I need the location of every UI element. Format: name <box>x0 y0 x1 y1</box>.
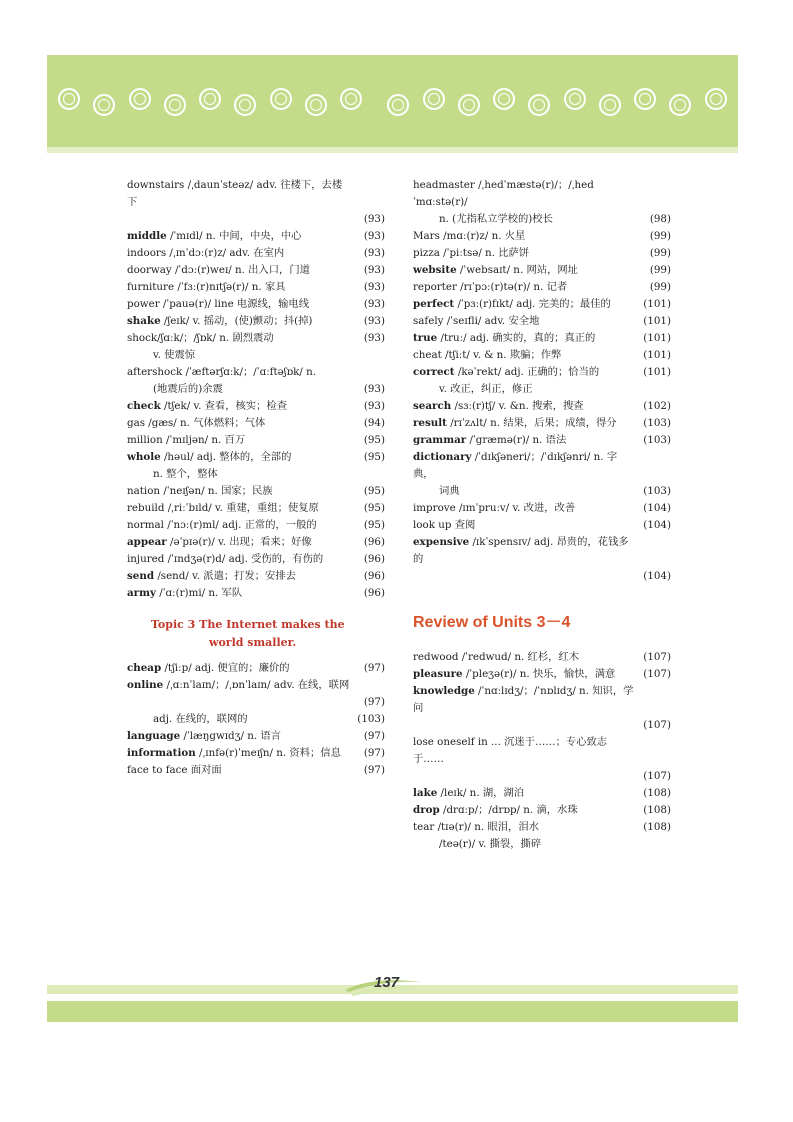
page-reference: (96) <box>363 570 385 582</box>
decorative-circle-icon <box>669 94 691 116</box>
vocab-definition: /ˈnɔː(r)ml/ adj. 正常的，一般的 <box>163 519 317 531</box>
vocab-word: rebuild <box>127 502 165 514</box>
vocab-definition: /tʃek/ v. 查看，核实；检查 <box>160 400 287 412</box>
footer-band-lower <box>47 1001 738 1022</box>
vocab-word: gas <box>127 417 146 429</box>
vocab-entry <box>127 745 385 762</box>
vocab-definition: /rɪˈpɔː(r)tə(r)/ n. 记者 <box>456 281 568 293</box>
vocab-word: information <box>127 747 196 759</box>
page-reference: (95) <box>363 451 385 463</box>
vocab-definition: /send/ v. 派遣；打发；安排去 <box>154 570 296 582</box>
page-reference: (108) <box>643 821 671 833</box>
vocab-definition: 沉迷于……；专心致志于…… <box>413 736 608 765</box>
decorative-circle-icon <box>340 88 362 110</box>
vocab-entry <box>413 666 671 683</box>
vocab-definition: /rɪˈzʌlt/ n. 结果，后果；成绩，得分 <box>446 417 617 429</box>
page-reference: (93) <box>363 281 385 293</box>
vocab-entry <box>127 500 385 517</box>
vocab-definition: /ˌhedˈmæstə(r)/；/ˌhedˈmɑːstə(r)/ <box>413 179 594 208</box>
vocab-entry <box>127 245 385 262</box>
vocab-word: army <box>127 587 156 599</box>
vocab-entry <box>127 677 385 711</box>
vocab-entry <box>127 711 385 728</box>
vocab-definition: /ˈpleʒə(r)/ n. 快乐，愉快，满意 <box>462 668 616 680</box>
vocab-entry <box>413 534 671 585</box>
topic-heading-line1: Topic 3 The Internet makes the <box>151 618 345 631</box>
decorative-circle-icon <box>93 94 115 116</box>
page-reference: (97) <box>363 747 385 759</box>
vocab-entry <box>127 279 385 296</box>
page-reference: (108) <box>643 804 671 816</box>
vocab-entry-continuation <box>413 483 671 500</box>
vocab-list-right <box>413 177 671 585</box>
vocab-word: result <box>413 417 447 429</box>
vocab-definition: /ˈɪndʒə(r)d/ adj. 受伤的，有伤的 <box>164 553 324 565</box>
vocab-entry <box>413 245 671 262</box>
vocab-definition: /ʃeɪk/ v. 摇动，(使)颤动；抖(掉) <box>160 315 313 327</box>
vocab-entry <box>127 364 385 381</box>
vocab-definition: /truː/ adj. 确实的，真的；真正的 <box>437 332 596 344</box>
vocab-entry <box>127 330 385 347</box>
vocab-entry <box>413 449 671 483</box>
vocab-word: face to face <box>127 764 188 776</box>
vocab-entry <box>127 177 385 228</box>
vocab-definition: /ʃɑːk/；/ʃɒk/ n. 剧烈震动 <box>157 332 274 344</box>
vocab-definition: /ˈneɪʃən/ n. 国家；民族 <box>160 485 273 497</box>
vocab-definition: /ˌɪnfə(r)ˈmeɪʃn/ n. 资料；信息 <box>195 747 341 759</box>
vocab-definition: /əˈpɪə(r)/ v. 出现；看来；好像 <box>166 536 312 548</box>
vocab-definition: /ˈwebsaɪt/ n. 网站，网址 <box>456 264 578 276</box>
vocab-definition: n. 整个，整体 <box>153 468 218 480</box>
vocab-definition: /ˈmɪdl/ n. 中间，中央，中心 <box>166 230 302 242</box>
vocab-entry <box>127 568 385 585</box>
vocab-word: redwood <box>413 651 459 663</box>
vocab-entry <box>127 551 385 568</box>
page-reference: (93) <box>363 213 385 225</box>
page-reference: (101) <box>643 315 671 327</box>
page-reference: (101) <box>643 298 671 310</box>
page-reference: (96) <box>363 587 385 599</box>
page-reference: (97) <box>363 764 385 776</box>
vocab-list-left-2 <box>127 660 385 779</box>
vocab-word: grammar <box>413 434 467 446</box>
vocab-word: website <box>413 264 457 276</box>
page-reference: (107) <box>643 719 671 731</box>
vocab-word: drop <box>413 804 440 816</box>
decorative-circle-icon <box>199 88 221 110</box>
decorative-circle-icon <box>129 88 151 110</box>
page-reference: (93) <box>363 332 385 344</box>
vocab-entry <box>127 228 385 245</box>
vocab-entry <box>127 449 385 466</box>
page-reference: (107) <box>643 651 671 663</box>
vocab-definition: (地震后的)余震 <box>153 383 223 395</box>
vocab-word: furniture <box>127 281 175 293</box>
vocab-word: injured <box>127 553 165 565</box>
vocab-definition: /ˈdɪkʃəneri/；/ˈdɪkʃənri/ n. 字典， <box>413 451 618 480</box>
vocab-word: knowledge <box>413 685 475 697</box>
page-reference: (96) <box>363 536 385 548</box>
decorative-circle-icon <box>387 94 409 116</box>
vocab-entry <box>413 802 671 819</box>
page-reference: (107) <box>643 770 671 782</box>
page-reference: (104) <box>643 570 671 582</box>
vocab-word: pleasure <box>413 668 463 680</box>
vocab-word: shake <box>127 315 161 327</box>
decorative-circle-icon <box>458 94 480 116</box>
vocab-definition: /ˈseɪfli/ adv. 安全地 <box>443 315 540 327</box>
vocab-word: nation <box>127 485 161 497</box>
vocab-definition: /leɪk/ n. 湖，湖泊 <box>437 787 525 799</box>
vocab-word: search <box>413 400 452 412</box>
vocab-entry <box>413 683 671 734</box>
vocab-entry <box>413 228 671 245</box>
page-reference: (108) <box>643 787 671 799</box>
page-reference: (103) <box>643 434 671 446</box>
vocab-word: lose oneself in ... <box>413 736 501 748</box>
page-reference: (93) <box>363 247 385 259</box>
page-reference: (103) <box>357 713 385 725</box>
vocab-definition: /həul/ adj. 整体的，全部的 <box>160 451 292 463</box>
page-reference: (99) <box>649 264 671 276</box>
page-reference: (93) <box>363 400 385 412</box>
vocab-entry-continuation <box>127 347 385 364</box>
vocab-definition: /drɑːp/；/drɒp/ n. 滴，水珠 <box>439 804 578 816</box>
vocab-definition: /kəˈrekt/ adj. 正确的；恰当的 <box>454 366 600 378</box>
page-reference: (101) <box>643 332 671 344</box>
vocab-entry <box>127 534 385 551</box>
right-column <box>413 177 671 853</box>
decorative-circles <box>58 88 728 118</box>
vocab-definition: /tɪə(r)/ n. 眼泪，泪水 <box>434 821 539 833</box>
vocab-definition: /ˈpiːtsə/ n. 比萨饼 <box>439 247 530 259</box>
vocab-entry <box>413 649 671 666</box>
vocab-word: perfect <box>413 298 455 310</box>
vocab-word: correct <box>413 366 455 378</box>
vocab-entry <box>413 734 671 785</box>
page-reference: (101) <box>643 349 671 361</box>
vocab-definition: /ˈpauə(r)/ line 电源线，输电线 <box>159 298 310 310</box>
page-reference: (97) <box>363 730 385 742</box>
page-reference: (104) <box>643 519 671 531</box>
vocab-word: lake <box>413 787 438 799</box>
vocab-definition: /teə(r)/ v. 撕裂，撕碎 <box>439 838 542 850</box>
vocab-word: reporter <box>413 281 457 293</box>
vocab-definition: /ˌdaunˈsteəz/ adv. 往楼下，去楼下 <box>127 179 343 208</box>
vocab-definition: /ˌriːˈbɪld/ v. 重建，重组；使复原 <box>164 502 319 514</box>
vocab-entry <box>413 347 671 364</box>
vocab-entry-continuation <box>413 211 671 228</box>
vocab-entry <box>127 660 385 677</box>
decorative-circle-icon <box>564 88 586 110</box>
page-reference: (103) <box>643 417 671 429</box>
page-reference: (103) <box>643 485 671 497</box>
page-reference: (95) <box>363 434 385 446</box>
page-reference: (99) <box>649 230 671 242</box>
page-reference: (94) <box>363 417 385 429</box>
vocab-definition: /ˈpɜː(r)fɪkt/ adj. 完美的；最佳的 <box>454 298 611 310</box>
decorative-circle-icon <box>164 94 186 116</box>
page-reference: (104) <box>643 502 671 514</box>
vocab-definition: /tʃiːp/ adj. 便宜的；廉价的 <box>161 662 290 674</box>
vocab-word: whole <box>127 451 161 463</box>
vocab-word: million <box>127 434 163 446</box>
vocab-word: online <box>127 679 164 691</box>
page-reference: (97) <box>363 696 385 708</box>
decorative-circle-icon <box>305 94 327 116</box>
vocab-word: check <box>127 400 161 412</box>
decorative-circle-icon <box>423 88 445 110</box>
vocab-word: appear <box>127 536 167 548</box>
vocab-definition: /gæs/ n. 气体燃料；气体 <box>145 417 266 429</box>
vocab-definition: /ˌɪnˈdɔː(r)z/ adv. 在室内 <box>166 247 285 259</box>
vocab-word: doorway <box>127 264 172 276</box>
vocab-word: normal <box>127 519 164 531</box>
decorative-circle-icon <box>634 88 656 110</box>
page-reference: (93) <box>363 315 385 327</box>
vocab-entry <box>127 262 385 279</box>
vocab-definition: /mɑː(r)z/ n. 火星 <box>439 230 526 242</box>
decorative-circle-icon <box>58 88 80 110</box>
vocab-word: language <box>127 730 181 742</box>
vocab-word: shock <box>127 332 158 344</box>
vocab-word: headmaster <box>413 179 475 191</box>
vocab-word: cheat <box>413 349 442 361</box>
page-reference: (93) <box>363 298 385 310</box>
vocab-entry <box>413 415 671 432</box>
vocab-word: tear <box>413 821 435 833</box>
vocab-word: safely <box>413 315 444 327</box>
vocab-entry <box>413 785 671 802</box>
decorative-circle-icon <box>705 88 727 110</box>
vocab-word: look up <box>413 519 452 531</box>
vocab-definition: n. (尤指私立学校的)校长 <box>439 213 553 225</box>
page-reference: (93) <box>363 230 385 242</box>
vocab-entry-continuation <box>413 381 671 398</box>
page-reference: (93) <box>363 383 385 395</box>
vocab-definition: 面对面 <box>187 764 222 776</box>
vocab-entry <box>127 762 385 779</box>
vocab-definition: 查阅 <box>451 519 476 531</box>
page-reference: (96) <box>363 553 385 565</box>
page-reference: (107) <box>643 668 671 680</box>
decorative-circle-icon <box>270 88 292 110</box>
vocab-entry <box>127 483 385 500</box>
vocab-entry-continuation <box>127 466 385 483</box>
vocab-definition: /ˈfɜː(r)nɪtʃə(r)/ n. 家具 <box>174 281 286 293</box>
page-reference: (93) <box>363 264 385 276</box>
page-reference: (98) <box>649 213 671 225</box>
vocab-entry <box>413 177 671 211</box>
vocab-entry <box>127 432 385 449</box>
vocab-entry <box>127 296 385 313</box>
vocab-word: pizza <box>413 247 440 259</box>
vocab-entry <box>127 517 385 534</box>
vocab-entry <box>413 296 671 313</box>
vocab-word: expensive <box>413 536 470 548</box>
vocab-word: cheap <box>127 662 162 674</box>
header-strip <box>47 147 738 153</box>
vocab-definition: /ˈmɪljən/ n. 百万 <box>162 434 246 446</box>
vocab-word: Mars <box>413 230 440 242</box>
vocab-entry <box>413 517 671 534</box>
vocab-word: send <box>127 570 155 582</box>
vocab-entry <box>413 313 671 330</box>
vocab-entry <box>413 279 671 296</box>
vocab-definition: /ˈɑː(r)mi/ n. 军队 <box>155 587 243 599</box>
page-reference: (99) <box>649 281 671 293</box>
vocab-entry <box>127 313 385 330</box>
vocab-word: true <box>413 332 438 344</box>
vocab-word: aftershock <box>127 366 183 378</box>
vocab-entry <box>413 432 671 449</box>
vocab-entry <box>127 585 385 602</box>
vocab-list-right-2 <box>413 649 671 853</box>
vocab-definition: /ˈlæŋgwɪdʒ/ n. 语言 <box>180 730 281 742</box>
vocab-entry <box>413 262 671 279</box>
page-reference: (102) <box>643 400 671 412</box>
vocab-entry-continuation <box>413 836 671 853</box>
page-number: 137 <box>374 974 400 991</box>
page-reference: (95) <box>363 485 385 497</box>
vocab-definition: adj. 在线的，联网的 <box>153 713 248 725</box>
left-column <box>127 177 385 779</box>
vocab-word: downstairs <box>127 179 185 191</box>
vocab-entry <box>413 330 671 347</box>
vocab-definition: /sɜː(r)tʃ/ v. &n. 搜索，搜查 <box>451 400 584 412</box>
vocab-entry <box>413 398 671 415</box>
vocab-entry <box>127 398 385 415</box>
vocab-definition: v. 使震惊 <box>153 349 196 361</box>
vocab-word: improve <box>413 502 456 514</box>
page-reference: (95) <box>363 502 385 514</box>
vocab-definition: /ɪmˈpruːv/ v. 改进，改善 <box>455 502 576 514</box>
review-heading: Review of Units 3－4 <box>413 614 571 631</box>
vocab-word: dictionary <box>413 451 472 463</box>
vocab-definition: /ɪkˈspensɪv/ adj. 昂贵的，花钱多的 <box>413 536 629 565</box>
decorative-circle-icon <box>493 88 515 110</box>
vocab-definition: /ˈredwud/ n. 红杉，红木 <box>458 651 580 663</box>
vocab-word: middle <box>127 230 167 242</box>
page-reference: (101) <box>643 366 671 378</box>
vocab-definition: /ˈæftərʃɑːk/；/ˈɑːftəʃɒk/ n. <box>182 366 316 378</box>
decorative-circle-icon <box>528 94 550 116</box>
vocab-list-left <box>127 177 385 602</box>
vocab-entry <box>413 500 671 517</box>
vocab-definition: v. 改正，纠正，修正 <box>439 383 533 395</box>
page-reference: (97) <box>363 662 385 674</box>
vocab-definition: /ˌɑːnˈlaɪn/；/ˌɒnˈlaɪn/ adv. 在线，联网 <box>163 679 350 691</box>
decorative-circle-icon <box>599 94 621 116</box>
vocab-entry <box>413 364 671 381</box>
vocab-definition: /ˈdɔː(r)weɪ/ n. 出入口，门道 <box>171 264 310 276</box>
topic-heading <box>127 616 385 652</box>
topic-heading-line2: world smaller. <box>209 636 297 649</box>
vocab-entry <box>413 819 671 836</box>
vocab-definition: 词典 <box>439 485 460 497</box>
vocab-entry-continuation <box>127 381 385 398</box>
vocab-entry <box>127 415 385 432</box>
vocab-definition: /tʃiːt/ v. & n. 欺骗；作弊 <box>441 349 562 361</box>
page-reference: (99) <box>649 247 671 259</box>
vocab-word: indoors <box>127 247 167 259</box>
vocab-definition: /ˈnɑːlɪdʒ/；/ˈnɒlɪdʒ/ n. 知识，学问 <box>413 685 634 714</box>
vocab-definition: /ˈgræmə(r)/ n. 语法 <box>466 434 567 446</box>
vocab-entry <box>127 728 385 745</box>
decorative-circle-icon <box>234 94 256 116</box>
page-reference: (95) <box>363 519 385 531</box>
vocab-word: power <box>127 298 160 310</box>
